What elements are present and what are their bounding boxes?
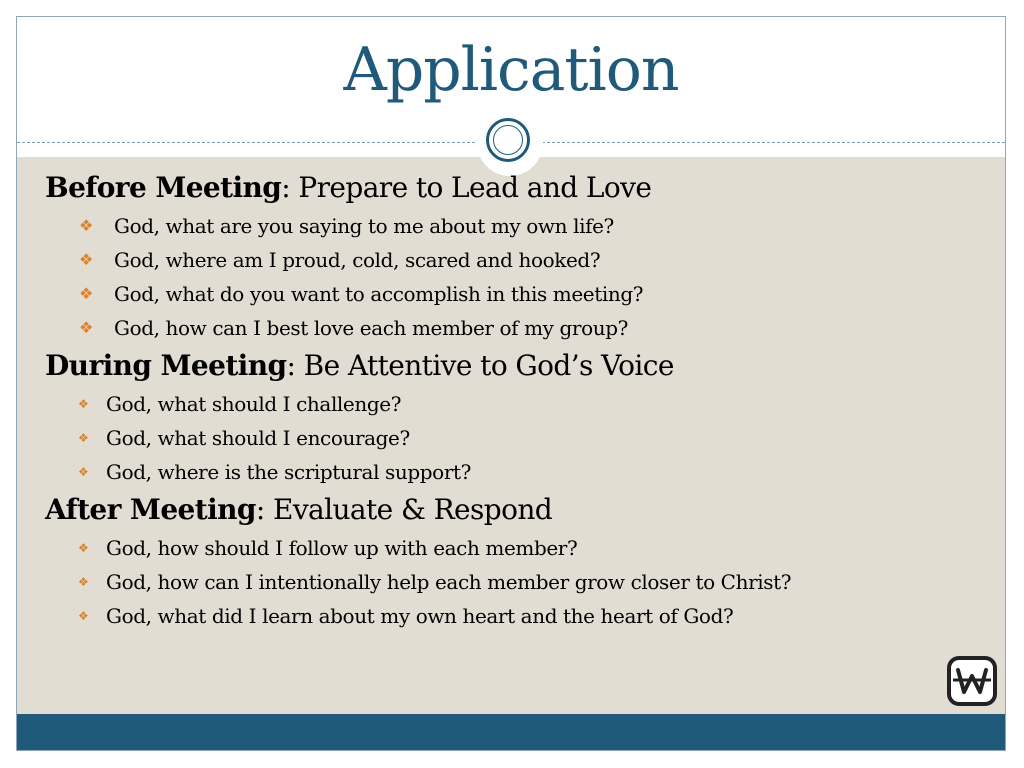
bullet-list-during — [45, 387, 985, 489]
list-item: ❖ God, what do you want to accomplish in this meeting? — [45, 277, 985, 311]
bullet-list-after — [45, 531, 985, 633]
slide-content — [45, 171, 985, 637]
diamond-cluster-icon: ❖ — [78, 465, 89, 479]
section-heading-during — [45, 349, 985, 383]
section-heading-text: : Evaluate & Respond — [255, 493, 553, 526]
list-item: ❖ God, what should I challenge? — [45, 387, 985, 421]
list-item: ❖ God, what are you saying to me about my own life? — [45, 209, 985, 243]
list-item: ❖ God, how can I best love each member of my group? — [45, 311, 985, 345]
section-heading-text: : Prepare to Lead and Love — [281, 171, 652, 204]
list-item: ❖ God, where am I proud, cold, scared and hooked? — [45, 243, 985, 277]
slide-title: Application — [343, 35, 679, 105]
slide — [16, 16, 1006, 751]
section-heading-after — [45, 493, 985, 527]
section-heading-bold: Before Meeting — [45, 171, 282, 204]
diamond-cluster-icon: ❖ — [79, 216, 93, 235]
divider-circle-ornament — [486, 118, 530, 162]
diamond-cluster-icon: ❖ — [78, 541, 89, 555]
section-heading-bold: After Meeting — [45, 493, 256, 526]
list-item: ❖ God, how can I intentionally help each member grow closer to Christ? — [45, 565, 985, 599]
bullet-list-before — [45, 209, 985, 345]
diamond-cluster-icon: ❖ — [78, 575, 89, 589]
w-logo-icon — [947, 656, 997, 706]
diamond-cluster-icon: ❖ — [78, 609, 89, 623]
section-heading-before — [45, 171, 985, 205]
diamond-cluster-icon: ❖ — [78, 397, 89, 411]
section-heading-text: : Be Attentive to God’s Voice — [286, 349, 674, 382]
footer-bar — [17, 714, 1005, 750]
list-item: ❖ God, what should I encourage? — [45, 421, 985, 455]
diamond-cluster-icon: ❖ — [79, 250, 93, 269]
list-item: ❖ God, what did I learn about my own heart and the heart of God? — [45, 599, 985, 633]
list-item: ❖ God, where is the scriptural support? — [45, 455, 985, 489]
section-heading-bold: During Meeting — [45, 349, 287, 382]
diamond-cluster-icon: ❖ — [79, 318, 93, 337]
diamond-cluster-icon: ❖ — [79, 284, 93, 303]
diamond-cluster-icon: ❖ — [78, 431, 89, 445]
list-item: ❖ God, how should I follow up with each member? — [45, 531, 985, 565]
